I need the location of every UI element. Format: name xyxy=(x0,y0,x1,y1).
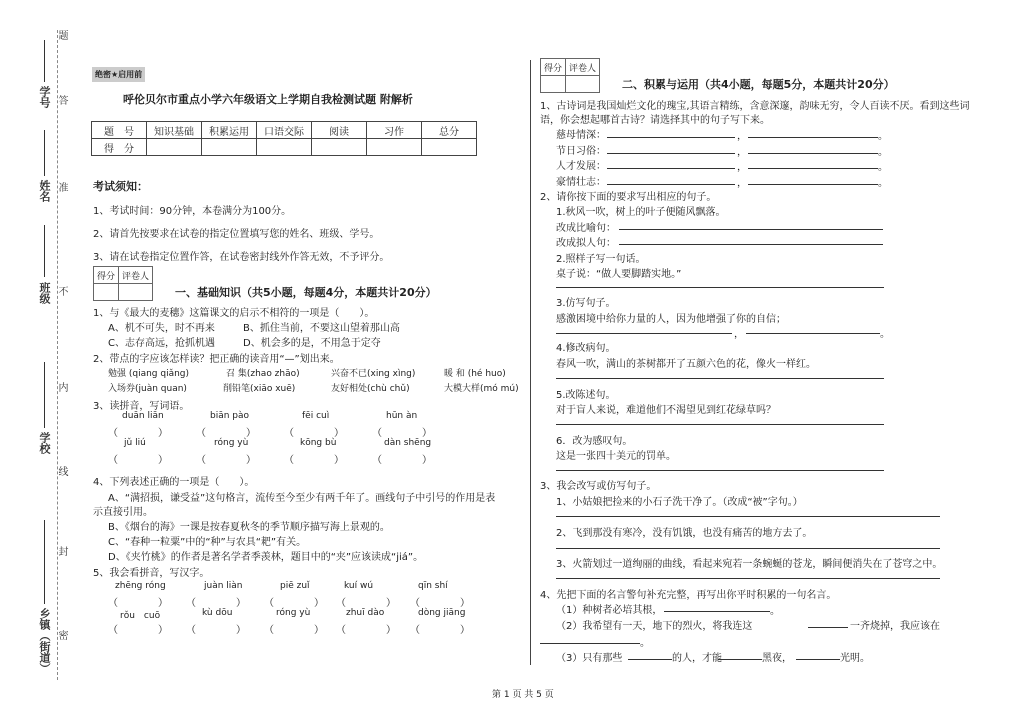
s1-q3-pinyin: jǔ liú xyxy=(124,438,146,448)
grader-score-cell[interactable] xyxy=(94,284,119,301)
exam-title: 呼伦贝尔市重点小学六年级语文上学期自我检测试题 附解析 xyxy=(123,93,413,106)
notice-heading: 考试须知： xyxy=(93,180,148,193)
margin-char: 内 xyxy=(56,382,67,392)
s1-q5-pinyin: zhēng róng xyxy=(115,581,166,591)
s1-q2-item: 友好相处(chù chǔ) xyxy=(331,384,410,394)
notice-item: 3、请在试卷指定位置作答，在试卷密封线外作答无效，不予评分。 xyxy=(93,252,390,263)
score-cell[interactable] xyxy=(147,139,202,156)
s2-q2: 2、请你按下面的要求写出相应的句子。 xyxy=(540,192,717,203)
notice-item: 1、考试时间：90分钟，本卷满分为100分。 xyxy=(93,206,292,217)
s2-q4-3-part: 光明。 xyxy=(840,653,870,664)
period: 。 xyxy=(878,162,888,173)
score-cell[interactable] xyxy=(257,139,312,156)
s2-q1: 1、古诗词是我国灿烂文化的瑰宝,其语言精练，含意深邃，韵味无穷，令人百读不厌。看到这些词 xyxy=(540,101,970,112)
margin-label-name: 姓名 xyxy=(38,180,51,202)
s1-q3-pinyin: kōng bù xyxy=(300,438,337,448)
s1-q2: 2、带点的字应该怎样读？把正确的读音用“—”划出来。 xyxy=(93,354,340,365)
s1-q4-option-b: B、《烟台的海》一课是按春夏秋冬的季节顺序描写海上景观的。 xyxy=(108,522,390,533)
answer-line[interactable] xyxy=(748,184,878,185)
s2-q2-2-example: 桌子说：“做人要脚踏实地。” xyxy=(556,269,682,280)
s1-q4-option-d: D、《夹竹桃》的作者是著名学者季羡林，题目中的“夹”应该读成“jiá”。 xyxy=(108,552,424,563)
town-line xyxy=(44,520,45,604)
s1-q5-answer-blank[interactable]: （ ） xyxy=(336,625,396,636)
s2-q1-item: 人才发展： xyxy=(556,161,606,172)
s1-q3-answer-blank[interactable]: （ ） xyxy=(196,428,256,439)
s2-q2-5-example: 对于盲人来说，难道他们不渴望见到红花绿草吗？ xyxy=(556,405,776,416)
period: 。 xyxy=(878,147,888,158)
section2-title: 二、积累与运用（共4小题，每题5分，本题共计20分） xyxy=(622,78,895,91)
period: 。 xyxy=(770,606,780,617)
s1-q1: 1、与《最大的麦穗》这篇课文的启示不相符的一项是（ ）。 xyxy=(93,308,375,319)
period: 。 xyxy=(878,131,888,142)
s2-q2-6: 6．改为感叹句。 xyxy=(556,436,633,447)
answer-line[interactable] xyxy=(556,333,732,334)
margin-label-town: 乡镇（街道） xyxy=(38,608,51,674)
margin-char: 封 xyxy=(56,546,67,556)
comma: ， xyxy=(737,178,747,189)
s2-q3: 3、我会改写或仿写句子。 xyxy=(540,481,657,492)
s1-q5: 5、我会看拼音，写汉字。 xyxy=(93,568,210,579)
section1-title: 一、基础知识（共5小题，每题4分，本题共计20分） xyxy=(175,286,437,299)
s1-q3-answer-blank[interactable]: （ ） xyxy=(284,428,344,439)
answer-line[interactable] xyxy=(746,333,880,334)
s1-q3-answer-blank[interactable]: （ ） xyxy=(372,455,432,466)
s1-q5-answer-blank[interactable]: （ ） xyxy=(108,598,168,609)
score-header-cell: 口语交际 xyxy=(257,122,312,139)
secret-label: 绝密★启用前 xyxy=(92,67,145,82)
margin-char: 准 xyxy=(56,182,67,192)
s1-q4-option-a: A、“满招损，谦受益”这句格言，流传至今至少有两千年了。画线句子中引号的作用是表 xyxy=(108,493,496,504)
answer-line[interactable] xyxy=(556,548,940,549)
s1-q5-pinyin: rǒu cuō xyxy=(120,611,161,621)
s1-q2-item: 暖 和 (hé huo) xyxy=(444,369,506,379)
answer-line[interactable] xyxy=(748,168,878,169)
name-line xyxy=(44,130,45,176)
grader-cell[interactable] xyxy=(566,76,600,93)
s1-q5-pinyin: qīn shí xyxy=(418,581,448,591)
answer-line[interactable] xyxy=(607,184,735,185)
margin-char: 题 xyxy=(56,30,67,40)
s2-q2-3-example: 感激困境中给你力量的人，因为他增强了你的自信； xyxy=(556,314,786,325)
s2-q1-item: 豪情壮志： xyxy=(556,177,606,188)
answer-line[interactable] xyxy=(748,137,878,138)
s1-q5-answer-blank[interactable]: （ ） xyxy=(410,598,470,609)
s1-q5-pinyin: dòng jiāng xyxy=(418,608,466,618)
s1-q3-pinyin: biān pào xyxy=(210,411,250,421)
answer-line[interactable] xyxy=(664,611,770,612)
s1-q5-pinyin: juàn liàn xyxy=(204,581,243,591)
answer-line[interactable] xyxy=(748,153,878,154)
grader-score-label: 得分 xyxy=(94,267,119,284)
s2-q3-2: 2、飞到那没有寒冷，没有饥饿，也没有痛苦的地方去了。 xyxy=(556,528,813,539)
answer-line[interactable] xyxy=(556,578,940,579)
s1-q2-item: 勉强 (qiang qiǎng) xyxy=(108,369,190,379)
s1-q3-answer-blank[interactable]: （ ） xyxy=(284,455,344,466)
period: 。 xyxy=(880,329,890,340)
s1-q4-option-c: C、“春种一粒粟”中的“种”与农具“耙”有关。 xyxy=(108,537,307,548)
s1-q5-pinyin: kuí wú xyxy=(344,581,374,591)
s2-q2-3: 3.仿写句子。 xyxy=(556,298,616,309)
s1-q2-item: 召 集(zhao zhāo) xyxy=(226,369,300,379)
score-row-label: 得 分 xyxy=(92,139,147,156)
answer-line[interactable] xyxy=(619,229,883,230)
s1-q3-answer-blank[interactable]: （ ） xyxy=(372,428,432,439)
column-divider xyxy=(530,60,531,665)
score-cell[interactable] xyxy=(422,139,477,156)
s2-q4: 4、先把下面的名言警句补充完整，再写出你平时积累的一句名言。 xyxy=(540,590,837,601)
seal-line xyxy=(57,30,58,680)
s1-q3-answer-blank[interactable]: （ ） xyxy=(108,455,168,466)
s1-q1-option: A、机不可失，时不再来 xyxy=(108,323,215,334)
margin-label-school: 学校 xyxy=(38,432,51,454)
s2-q1-item: 慈母情深： xyxy=(556,130,606,141)
score-header-cell: 知识基础 xyxy=(147,122,202,139)
score-header-cell: 总分 xyxy=(422,122,477,139)
notice-item: 2、请首先按要求在试卷的指定位置填写您的姓名、班级、学号。 xyxy=(93,229,380,240)
s2-q2-5: 5.改陈述句。 xyxy=(556,390,616,401)
score-header-cell: 题 号 xyxy=(92,122,147,139)
comma: ， xyxy=(737,162,747,173)
s1-q5-answer-blank[interactable]: （ ） xyxy=(186,625,246,636)
s1-q5-pinyin: róng yù xyxy=(276,608,311,618)
school-line xyxy=(44,362,45,428)
grader-box xyxy=(540,58,600,93)
answer-line[interactable] xyxy=(607,153,735,154)
s2-q2-1a: 改成比喻句： xyxy=(556,223,616,234)
student-id-line xyxy=(44,40,45,82)
s1-q1-option: C、志存高远，抢抓机遇 xyxy=(108,338,215,349)
s1-q5-answer-blank[interactable]: （ ） xyxy=(336,598,396,609)
s2-q2-4-example: 春风一吹，满山的茶树都开了五颜六色的花，像火一样红。 xyxy=(556,359,816,370)
answer-line[interactable] xyxy=(607,168,735,169)
s2-q2-1: 1.秋风一吹，树上的叶子便随风飘落。 xyxy=(556,207,726,218)
class-line xyxy=(44,225,45,277)
score-header-cell: 习作 xyxy=(367,122,422,139)
s2-q2-6-example: 这是一张四十美元的罚单。 xyxy=(556,451,676,462)
score-header-cell: 阅读 xyxy=(312,122,367,139)
period: 。 xyxy=(878,178,888,189)
s1-q1-option: D、机会多的是，不用急于定夺 xyxy=(243,338,381,349)
answer-line[interactable] xyxy=(607,137,735,138)
s1-q5-pinyin: piē zuǐ xyxy=(280,581,310,591)
answer-line[interactable] xyxy=(556,516,940,517)
s1-q1-option: B、抓住当前，不要这山望着那山高 xyxy=(243,323,400,334)
score-cell[interactable] xyxy=(202,139,257,156)
score-cell[interactable] xyxy=(367,139,422,156)
s1-q3-answer-blank[interactable]: （ ） xyxy=(108,428,168,439)
s1-q2-item: 入场券(juàn quan) xyxy=(108,384,187,394)
grader-cell[interactable] xyxy=(119,284,153,301)
s1-q3-pinyin: duān liān xyxy=(122,411,164,421)
s2-q2-4: 4.修改病句。 xyxy=(556,343,616,354)
answer-line[interactable] xyxy=(540,643,640,644)
answer-line[interactable] xyxy=(556,470,884,471)
margin-label-class: 班级 xyxy=(38,282,51,304)
answer-line[interactable] xyxy=(718,659,762,660)
answer-line[interactable] xyxy=(796,659,840,660)
comma: ， xyxy=(737,147,747,158)
s2-q4-3-part: 黑夜， xyxy=(762,653,792,664)
s1-q2-item: 大模大样(mó mú) xyxy=(444,384,519,394)
grader-label: 评卷人 xyxy=(566,59,600,76)
score-table xyxy=(91,121,477,156)
answer-line[interactable] xyxy=(556,424,884,425)
score-header-cell: 积累运用 xyxy=(202,122,257,139)
answer-line[interactable] xyxy=(808,627,848,628)
margin-char: 线 xyxy=(56,466,67,476)
s2-q4-3-part: 的人，才能 xyxy=(672,653,722,664)
s1-q3-pinyin: dàn shēng xyxy=(384,438,432,448)
margin-char: 答 xyxy=(56,95,67,105)
s2-q4-2-cont: 一齐烧掉，我应该在 xyxy=(850,621,940,632)
s1-q5-pinyin: kù dōu xyxy=(202,608,233,618)
margin-label-student-id: 学号 xyxy=(38,86,51,108)
answer-line[interactable] xyxy=(556,287,884,288)
s1-q4: 4、下列表述正确的一项是（ ）。 xyxy=(93,477,255,488)
s1-q3: 3、读拼音，写词语。 xyxy=(93,401,190,412)
s1-q5-answer-blank[interactable]: （ ） xyxy=(410,625,470,636)
s1-q2-item: 削铅笔(xiāo xuē) xyxy=(223,384,296,394)
comma: ， xyxy=(737,131,747,142)
s2-q2-2: 2.照样子写一句话。 xyxy=(556,254,646,265)
answer-line[interactable] xyxy=(628,659,672,660)
margin-char: 密 xyxy=(56,630,67,640)
s1-q5-answer-blank[interactable]: （ ） xyxy=(186,598,246,609)
s2-q3-1: 1、小姑娘把捡来的小石子洗干净了。（改成“被”字句。） xyxy=(556,497,803,508)
comma: ， xyxy=(734,329,744,340)
grader-box xyxy=(93,266,153,301)
s2-q4-2: （2）我希望有一天，地下的烈火，将我连这 xyxy=(556,621,753,632)
s1-q2-item: 兴奋不已(xing xìng) xyxy=(331,369,416,379)
s2-q4-1: （1）种树者必培其根， xyxy=(556,605,663,616)
s2-q2-1b: 改成拟人句： xyxy=(556,238,616,249)
period: 。 xyxy=(640,638,650,649)
margin-char: 不 xyxy=(56,286,67,296)
s2-q4-3: （3）只有那些 xyxy=(556,653,623,664)
s1-q5-pinyin: zhuī dào xyxy=(346,608,385,618)
grader-score-label: 得分 xyxy=(541,59,566,76)
s2-q3-3: 3、火箭划过一道绚丽的曲线，看起来宛若一条蜿蜒的苍龙，瞬间便消失在了苍穹之中。 xyxy=(556,559,943,570)
s1-q3-pinyin: róng yù xyxy=(214,438,249,448)
answer-line[interactable] xyxy=(619,244,883,245)
s1-q4-option-a-cont: 示直接引用。 xyxy=(93,507,153,518)
s2-q1-cont: 语，你会想起哪首古诗？请选择其中的句子写下来。 xyxy=(540,115,770,126)
s2-q1-item: 节日习俗： xyxy=(556,146,606,157)
score-cell[interactable] xyxy=(312,139,367,156)
s1-q3-pinyin: hūn àn xyxy=(386,411,418,421)
s1-q5-answer-blank[interactable]: （ ） xyxy=(108,625,168,636)
page-number: 第 1 页 共 5 页 xyxy=(492,690,554,700)
answer-line[interactable] xyxy=(556,378,884,379)
s1-q3-pinyin: fēi cuì xyxy=(302,411,330,421)
grader-score-cell[interactable] xyxy=(541,76,566,93)
s1-q5-answer-blank[interactable]: （ ） xyxy=(264,625,324,636)
s1-q5-answer-blank[interactable]: （ ） xyxy=(264,598,324,609)
grader-label: 评卷人 xyxy=(119,267,153,284)
s1-q3-answer-blank[interactable]: （ ） xyxy=(196,455,256,466)
